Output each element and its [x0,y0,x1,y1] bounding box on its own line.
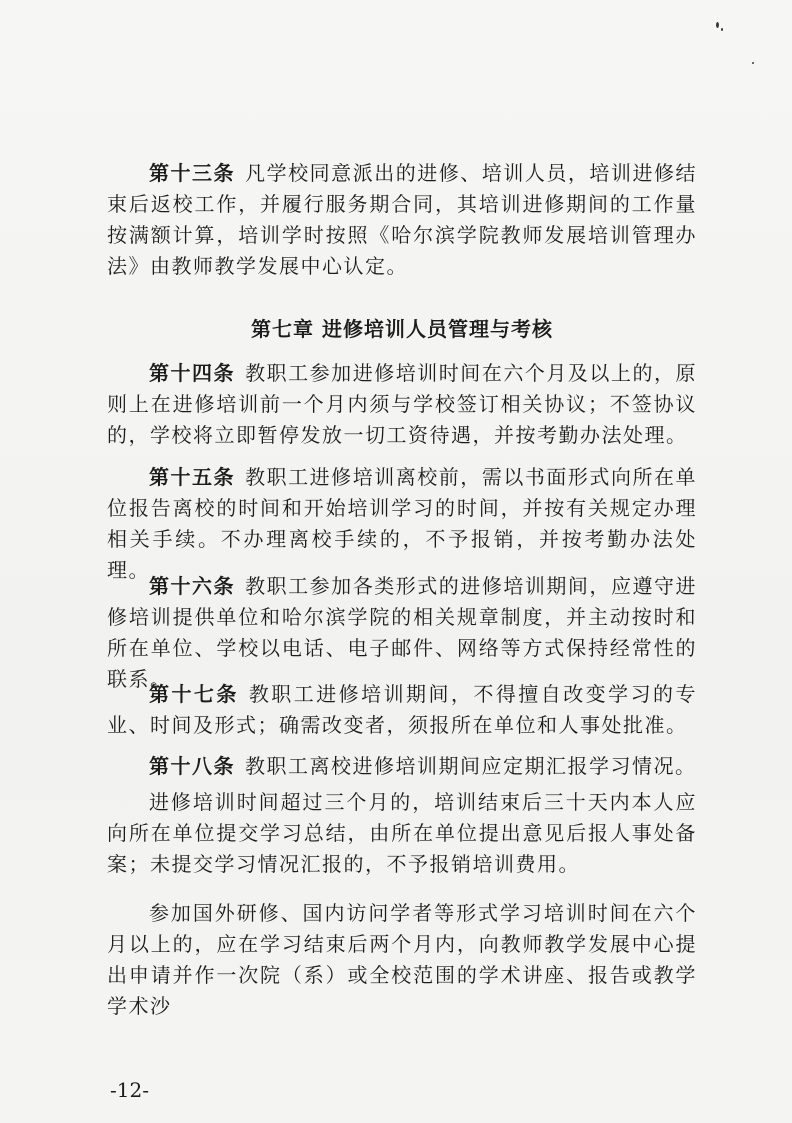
article-14-label: 第十四条 [149,361,236,385]
article-13-text: 凡学校同意派出的进修、培训人员，培训进修结束后返校工作，并履行服务期合同，其培训进修期间的工作量按满额计算，培训学时按照《哈尔滨学院教师发展培训管理办法》由教师教学发展中心认定。 [107,161,698,278]
article-17-label: 第十七条 [149,682,239,706]
article-17 [107,679,697,741]
scan-mark [721,28,723,31]
article-13-label: 第十三条 [149,161,236,185]
scan-mark [752,62,754,64]
page-number: -12- [110,1078,149,1102]
article-15-label: 第十五条 [149,465,236,489]
article-15 [107,462,697,586]
article-16-label: 第十六条 [149,574,236,598]
article-16-text: 教职工参加各类形式的进修培训期间，应遵守进修培训提供单位和哈尔滨学院的相关规章制度，并主动按时和所在单位、学校以电话、电子邮件、网络等方式保持经常性的联系。 [107,574,698,691]
article-13 [107,158,697,282]
article-18 [107,751,697,782]
chapter-heading: 第七章 进修培训人员管理与考核 [251,317,553,341]
scan-mark [716,22,719,28]
article-16 [107,571,697,695]
paragraph-report-summary: 进修培训时间超过三个月的，培训结束后三十天内本人应向所在单位提交学习总结，由所在单位提出意见后报人事处备案；未提交学习情况汇报的，不予报销培训费用。 [107,790,697,876]
paragraph-lecture-requirement: 参加国外研修、国内访问学者等形式学习培训时间在六个月以上的，应在学习结束后两个月内，向教师教学发展中心提出申请并作一次院（系）或全校范围的学术讲座、报告或教学学术沙 [107,901,697,1018]
article-18-label: 第十八条 [149,754,235,778]
article-17-text: 教职工进修培训期间，不得擅自改变学习的专业、时间及形式；确需改变者，须报所在单位和人事处批准。 [107,682,698,737]
article-14-text: 教职工参加进修培训时间在六个月及以上的，原则上在进修培训前一个月内须与学校签订相关协议；不签协议的，学校将立即暂停发放一切工资待遇，并按考勤办法处理。 [107,361,698,447]
article-18-text: 教职工离校进修培训期间应定期汇报学习情况。 [245,754,697,778]
article-14 [107,358,697,451]
article-15-text: 教职工进修培训离校前，需以书面形式向所在单位报告离校的时间和开始培训学习的时间，并按有关规定办理相关手续。不办理离校手续的，不予报销，并按考勤办法处理。 [107,465,698,582]
